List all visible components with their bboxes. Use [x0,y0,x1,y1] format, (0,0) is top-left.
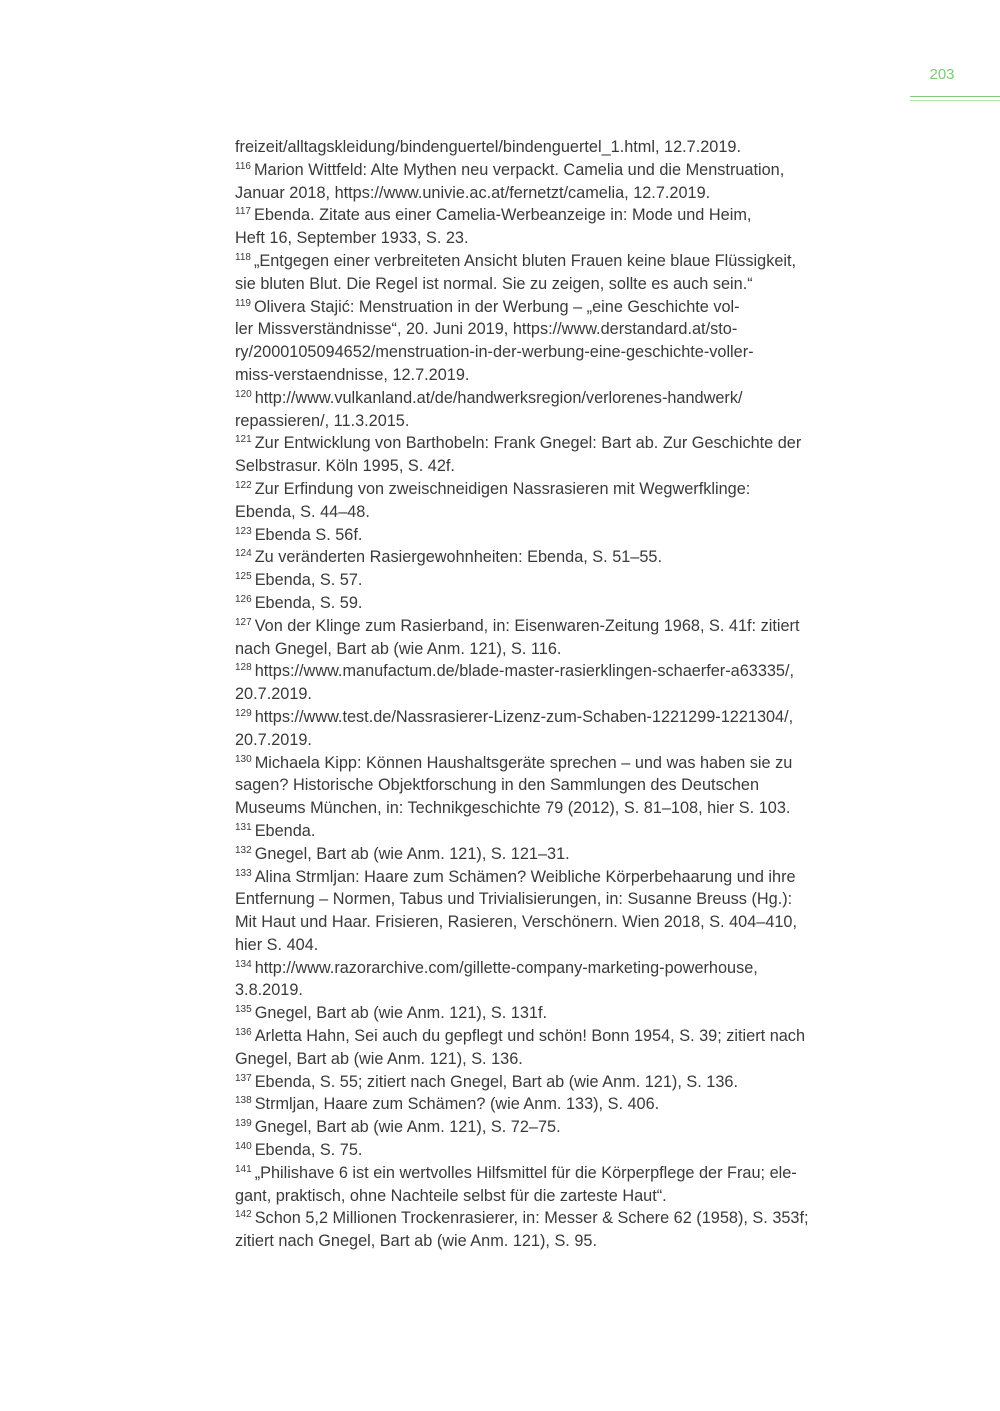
header-accent-line-secondary [910,100,1000,101]
footnote [235,1002,895,1025]
footnote-number: 128 [235,662,252,674]
footnote-line [235,752,895,775]
footnote [235,204,895,250]
footnote-line [235,364,895,387]
footnote-number: 133 [235,867,252,879]
footnote-text: http://www.vulkanland.at/de/handwerksregion/verlorenes-handwerk/ [254,388,743,407]
footnote-line [235,660,895,683]
footnote-text: Ebenda, S. 59. [254,593,363,612]
footnote-line [235,478,895,501]
footnote-text: Schon 5,2 Millionen Trockenrasierer, in: Messer & Schere 62 (1958), S. 353f; [254,1209,809,1228]
footnote-text: Ebenda S. 56f. [254,525,363,544]
footnote-line [235,136,895,159]
footnote-line [235,1185,895,1208]
footnote-number: 139 [235,1118,252,1130]
footnote-line [235,204,895,227]
footnote-line [235,911,895,934]
footnote-text: repassieren/, 11.3.2015. [235,411,410,430]
footnote-text: Ebenda, S. 57. [254,571,363,590]
footnote-number: 116 [235,160,251,172]
footnote-text: Mit Haut und Haar. Frisieren, Rasieren, Verschönern. Wien 2018, S. 404–410, [235,913,798,932]
footnote-line [235,1116,895,1139]
footnote-text: Zur Entwicklung von Barthobeln: Frank Gnegel: Bart ab. Zur Geschichte der [254,434,802,453]
footnote-line [235,1230,895,1253]
footnote-text: Von der Klinge zum Rasierband, in: Eisenwaren-Zeitung 1968, S. 41f: zitiert [254,616,800,635]
footnote-line [235,432,895,455]
footnote-line [235,546,895,569]
footnote-text: freizeit/alltagskleidung/bindenguertel/bindenguertel_1.html, 12.7.2019. [235,138,741,156]
footnote-line [235,592,895,615]
footnote-line [235,774,895,797]
footnote-text: Strmljan, Haare zum Schämen? (wie Anm. 133), S. 406. [254,1095,660,1114]
footnote [235,1093,895,1116]
footnote-text: 20.7.2019. [235,730,312,749]
footnote-text: Ebenda, S. 44–48. [235,502,370,521]
footnote-text: http://www.razorarchive.com/gillette-company-marketing-powerhouse, [254,958,758,977]
footnote [235,615,895,661]
footnote-line [235,706,895,729]
footnote-line [235,1207,895,1230]
footnote-line [235,227,895,250]
footnote [235,159,895,205]
footnote-number: 135 [235,1004,252,1016]
footnote-text: Heft 16, September 1933, S. 23. [235,229,469,248]
footnote [235,592,895,615]
footnote [235,1116,895,1139]
footnote-line [235,729,895,752]
footnote-number: 131 [235,821,252,833]
footnote-number: 136 [235,1027,252,1039]
footnote-text: „Entgegen einer verbreiteten Ansicht bluten Frauen keine blaue Flüssigkeit, [253,251,797,270]
footnote-text: sagen? Historische Objektforschung in den Sammlungen des Deutschen [235,776,760,795]
footnote-number: 124 [235,548,252,560]
footnote-line [235,455,895,478]
footnote-text: 20.7.2019. [235,685,312,704]
footnote-line [235,1139,895,1162]
footnote-line [235,683,895,706]
page-number: 203 [929,66,955,83]
footnote-line [235,569,895,592]
footnote-text: Gnegel, Bart ab (wie Anm. 121), S. 72–75. [254,1118,561,1137]
footnote [235,524,895,547]
footnote-line [235,1093,895,1116]
footnote-number: 122 [235,479,252,491]
footnote [235,957,895,1003]
footnote [235,1207,895,1253]
footnote-number: 118 [235,251,251,263]
footnote-number: 127 [235,616,252,628]
footnote-number: 134 [235,958,252,970]
footnote [235,843,895,866]
footnote-number: 129 [235,707,252,719]
footnote-text: Entfernung – Normen, Tabus und Trivialisierungen, in: Susanne Breuss (Hg.): [235,890,793,909]
footnote [235,866,895,957]
footnote-number: 141 [235,1163,252,1175]
footnote-text: Museums München, in: Technikgeschichte 79 (2012), S. 81–108, hier S. 103. [235,799,791,818]
footnote-number: 119 [235,297,251,309]
footnote-line [235,1002,895,1025]
header-accent-line [910,96,1000,97]
footnote [235,706,895,752]
footnote-line [235,934,895,957]
footnote-number: 121 [235,434,252,446]
footnote-text: Marion Wittfeld: Alte Mythen neu verpackt. Camelia und die Menstruation, [253,160,785,179]
footnote-line [235,979,895,1002]
footnote-text: sie bluten Blut. Die Regel ist normal. Sie zu zeigen, sollte es auch sein.“ [235,274,753,293]
footnote-number: 126 [235,593,252,605]
footnote-line [235,250,895,273]
footnote [235,820,895,843]
footnote-text: Selbstrasur. Köln 1995, S. 42f. [235,457,455,476]
footnote-text: Olivera Stajić: Menstruation in der Werbung – „eine Geschichte vol- [253,297,740,316]
footnote-text: Ebenda. [254,821,316,840]
footnote-text: https://www.manufactum.de/blade-master-rasierklingen-schaerfer-a63335/, [254,662,795,681]
footnote-line [235,296,895,319]
footnote-text: Arletta Hahn, Sei auch du gepflegt und schön! Bonn 1954, S. 39; zitiert nach [254,1027,805,1046]
footnote-line [235,1071,895,1094]
footnotes-list [235,136,895,1253]
footnote-text: Ebenda, S. 55; zitiert nach Gnegel, Bart ab (wie Anm. 121), S. 136. [254,1072,738,1091]
footnote-text: hier S. 404. [235,935,319,954]
footnote [235,546,895,569]
footnote-line [235,615,895,638]
footnote [235,136,895,159]
footnote [235,1139,895,1162]
footnote-line [235,387,895,410]
footnote-text: Michaela Kipp: Können Haushaltsgeräte sprechen – und was haben sie zu [254,753,793,772]
footnote-line [235,638,895,661]
footnote [235,1025,895,1071]
footnote-text: Gnegel, Bart ab (wie Anm. 121), S. 131f. [254,1004,548,1023]
footnote-line [235,1025,895,1048]
footnote-text: „Philishave 6 ist ein wertvolles Hilfsmittel für die Körperpflege der Frau; ele- [254,1163,797,1182]
footnote-line [235,341,895,364]
footnote-number: 130 [235,753,252,765]
footnote-text: Ebenda, S. 75. [254,1141,363,1160]
footnote [235,250,895,296]
footnote-number: 140 [235,1141,252,1153]
footnote-line [235,1162,895,1185]
footnote-number: 142 [235,1209,252,1221]
footnote-number: 120 [235,388,252,400]
footnote-text: https://www.test.de/Nassrasierer-Lizenz-zum-Schaben-1221299-1221304/, [254,707,794,726]
footnote-line [235,843,895,866]
footnote-text: Zur Erfindung von zweischneidigen Nassrasieren mit Wegwerfklinge: [254,479,751,498]
footnote-line [235,888,895,911]
footnote-number: 123 [235,525,252,537]
footnote-text: Alina Strmljan: Haare zum Schämen? Weibliche Körperbehaarung und ihre [254,867,796,886]
footnote [235,387,895,433]
footnote-line [235,318,895,341]
footnote-text: ler Missverständnisse“, 20. Juni 2019, https://www.derstandard.at/sto- [235,320,738,339]
footnote-number: 137 [235,1072,252,1084]
footnote-text: Ebenda. Zitate aus einer Camelia-Werbeanzeige in: Mode und Heim, [253,206,752,225]
footnote-text: 3.8.2019. [235,981,303,1000]
footnote-text: Januar 2018, https://www.univie.ac.at/fernetzt/camelia, 12.7.2019. [235,183,711,202]
footnote [235,1071,895,1094]
footnote-text: Zu veränderten Rasiergewohnheiten: Ebenda, S. 51–55. [254,548,662,567]
footnote [235,660,895,706]
footnote [235,432,895,478]
footnote-line [235,524,895,547]
footnote-text: miss-verstaendnisse, 12.7.2019. [235,365,470,384]
footnote [235,296,895,387]
footnote-number: 138 [235,1095,252,1107]
footnote [235,1162,895,1208]
footnote-line [235,820,895,843]
footnote-text: Gnegel, Bart ab (wie Anm. 121), S. 136. [235,1049,523,1068]
footnote-line [235,273,895,296]
footnote-line [235,957,895,980]
footnote-line [235,410,895,433]
footnote-line [235,866,895,889]
footnote-line [235,501,895,524]
footnote-number: 132 [235,844,252,856]
footnote-line [235,797,895,820]
footnote-number: 117 [235,206,251,218]
footnote-line [235,182,895,205]
footnote [235,569,895,592]
footnote-text: gant, praktisch, ohne Nachteile selbst für die zarteste Haut“. [235,1186,667,1205]
footnote-text: ry/2000105094652/menstruation-in-der-werbung-eine-geschichte-voller- [235,343,754,362]
footnote-text: Gnegel, Bart ab (wie Anm. 121), S. 121–31. [254,844,570,863]
footnote-line [235,159,895,182]
footnote-number: 125 [235,571,252,583]
footnote-text: nach Gnegel, Bart ab (wie Anm. 121), S. 116. [235,639,562,658]
footnote [235,752,895,820]
footnote [235,478,895,524]
footnote-text: zitiert nach Gnegel, Bart ab (wie Anm. 121), S. 95. [235,1232,597,1251]
footnote-line [235,1048,895,1071]
